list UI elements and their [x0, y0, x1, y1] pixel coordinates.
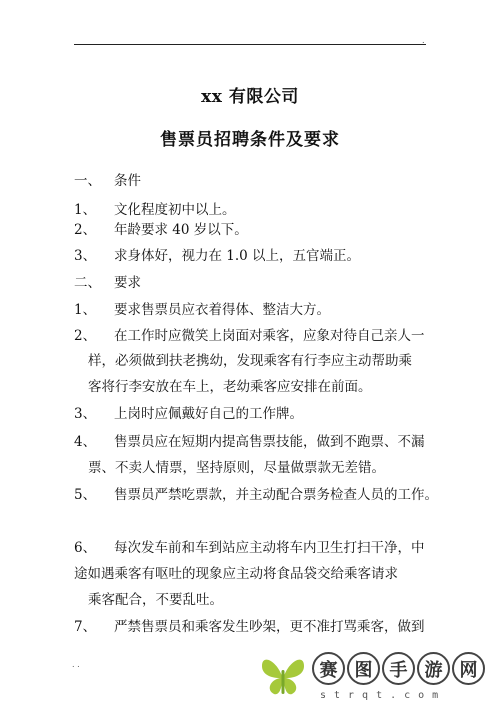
- butterfly-logo-icon: [258, 650, 308, 700]
- item-text: 在工作时应微笑上岗面对乘客，应象对待自己亲人一: [114, 328, 425, 344]
- watermark-char: 网: [452, 652, 485, 685]
- item-text: 要求售票员应衣着得体、整洁大方。: [114, 302, 330, 318]
- header-corner-mark: .: [422, 36, 425, 45]
- watermark-char: 游: [417, 652, 450, 685]
- watermark-char: 赛: [312, 652, 345, 685]
- item-text: 每次发车前和车到站应主动将车内卫生打扫干净，中: [114, 540, 425, 556]
- item-text-continued: 样，必须做到扶老携幼，发现乘客有行李应主动帮助乘: [88, 353, 412, 369]
- item-number: 2、: [74, 328, 97, 344]
- footer-mark: . .: [72, 660, 80, 669]
- item-number: 4、: [74, 434, 97, 450]
- header-rule: [74, 44, 426, 45]
- watermark-domain: strqt.com: [320, 690, 447, 701]
- watermark-char: 图: [347, 652, 380, 685]
- section-number: 二、: [74, 275, 101, 291]
- item-text-continued: 票、不卖人情票，坚持原则，尽量做票款无差错。: [88, 460, 385, 476]
- item-text: 上岗时应佩戴好自己的工作牌。: [114, 406, 303, 422]
- document-title: 售票员招聘条件及要求: [160, 130, 340, 150]
- item-text-continued: 乘客配合，不要乱吐。: [88, 592, 223, 608]
- item-text-continued: 客将行李安放在车上，老幼乘客应安排在前面。: [88, 379, 372, 395]
- item-number: 5、: [74, 487, 97, 503]
- item-text: 售票员严禁吃票款，并主动配合票务检查人员的工作。: [114, 487, 438, 503]
- section-heading-text: 条件: [114, 173, 141, 189]
- item-text: 严禁售票员和乘客发生吵架，更不准打骂乘客，做到: [114, 619, 425, 635]
- item-text: 售票员应在短期内提高售票技能，做到不跑票、不漏: [114, 434, 425, 450]
- item-text: 求身体好，视力在 1.0 以上，五官端正。: [114, 248, 361, 264]
- company-name: xx 有限公司: [201, 87, 299, 107]
- section-heading-text: 要求: [114, 275, 141, 291]
- item-number: 2、: [74, 222, 97, 238]
- item-number: 1、: [74, 202, 97, 218]
- item-text: 文化程度初中以上。: [114, 202, 236, 218]
- item-number: 3、: [74, 248, 97, 264]
- item-text-continued: 途如遇乘客有呕吐的现象应主动将食品袋交给乘客请求: [74, 566, 398, 582]
- watermark-char: 手: [382, 652, 415, 685]
- section-number: 一、: [74, 173, 101, 189]
- item-number: 7、: [74, 619, 97, 635]
- watermark-chars: [312, 652, 485, 685]
- item-text: 年龄要求 40 岁以下。: [114, 222, 248, 238]
- item-number: 3、: [74, 406, 97, 422]
- item-number: 6、: [74, 540, 97, 556]
- site-watermark: [258, 650, 498, 706]
- item-number: 1、: [74, 302, 97, 318]
